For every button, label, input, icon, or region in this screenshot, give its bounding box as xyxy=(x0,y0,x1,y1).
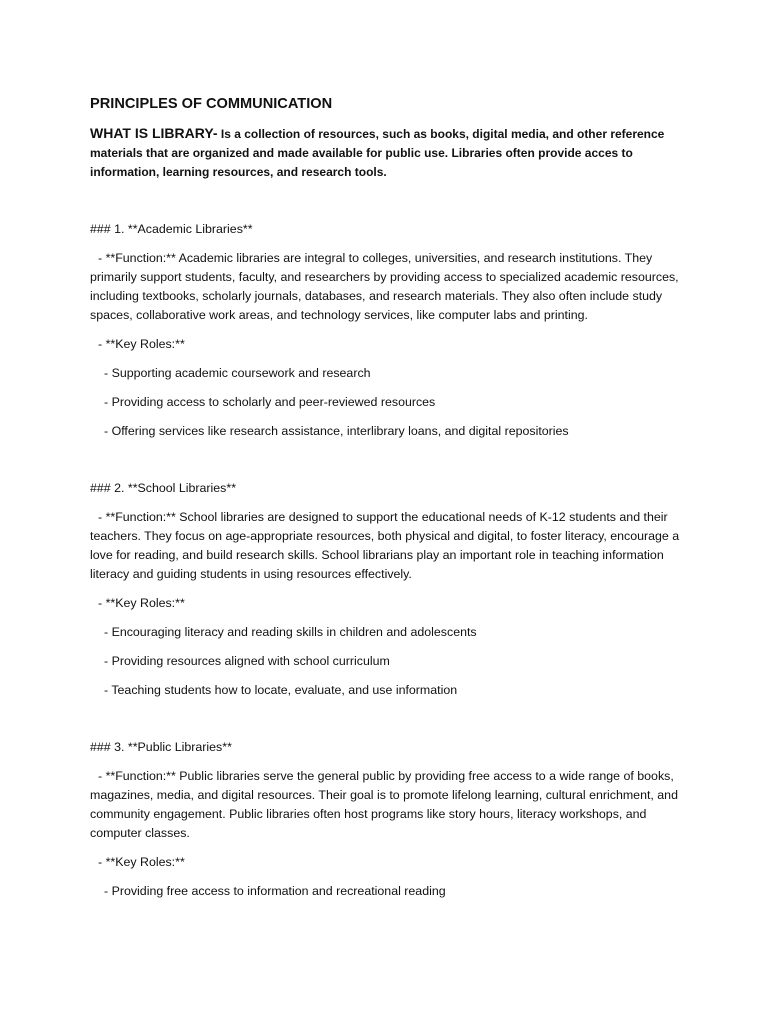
role-item: - Encouraging literacy and reading skills in children and adolescents xyxy=(104,625,477,639)
section-heading: ### 2. **School Libraries** xyxy=(90,481,237,495)
section-school-libraries xyxy=(90,479,690,700)
role-item: - Providing free access to information and recreational reading xyxy=(104,884,446,898)
intro-text: Is a collection of resources, such as books, digital media, and other reference materials that are organized and made available for public use. Libraries often provide acces to information, learning resources, and research tools. xyxy=(90,127,665,179)
section-function: - **Function:** Academic libraries are integral to colleges, universities, and research institutions. They primarily support students, faculty, and researchers by providing access to specialized academic resources, including textbooks, scholarly journals, databases, and research materials. They also often include study spaces, collaborative work areas, and technology services, like computer labs and printing. xyxy=(90,251,679,322)
document-title: PRINCIPLES OF COMMUNICATION xyxy=(90,96,333,112)
key-roles-label: - **Key Roles:** xyxy=(98,596,185,610)
role-item: - Supporting academic coursework and research xyxy=(104,366,371,380)
role-item: - Providing resources aligned with school curriculum xyxy=(104,654,390,668)
key-roles-label: - **Key Roles:** xyxy=(98,855,185,869)
section-public-libraries xyxy=(90,738,690,901)
key-roles-label: - **Key Roles:** xyxy=(98,337,185,351)
section-heading: ### 3. **Public Libraries** xyxy=(90,740,232,754)
role-item: - Teaching students how to locate, evaluate, and use information xyxy=(104,683,458,697)
role-item: - Providing access to scholarly and peer-reviewed resources xyxy=(104,395,436,409)
section-function: - **Function:** School libraries are designed to support the educational needs of K-12 students and their teachers. They focus on age-appropriate resources, both physical and digital, to foster literacy, encourage a love for reading, and build research skills. School librarians play an important role in teaching information literacy and guiding students in using resources effectively. xyxy=(90,510,680,581)
intro-paragraph xyxy=(90,124,690,182)
role-item: - Offering services like research assistance, interlibrary loans, and digital repositories xyxy=(104,424,569,438)
document-content xyxy=(90,94,690,911)
section-heading: ### 1. **Academic Libraries** xyxy=(90,222,253,236)
section-function: - **Function:** Public libraries serve the general public by providing free access to a wide range of books, magazines, media, and digital resources. Their goal is to promote lifelong learning, cultural enrichment, and community engagement. Public libraries often host programs like story hours, literacy workshops, and computer classes. xyxy=(90,769,678,840)
intro-heading: WHAT IS LIBRARY- xyxy=(90,125,218,141)
section-academic-libraries xyxy=(90,220,690,441)
